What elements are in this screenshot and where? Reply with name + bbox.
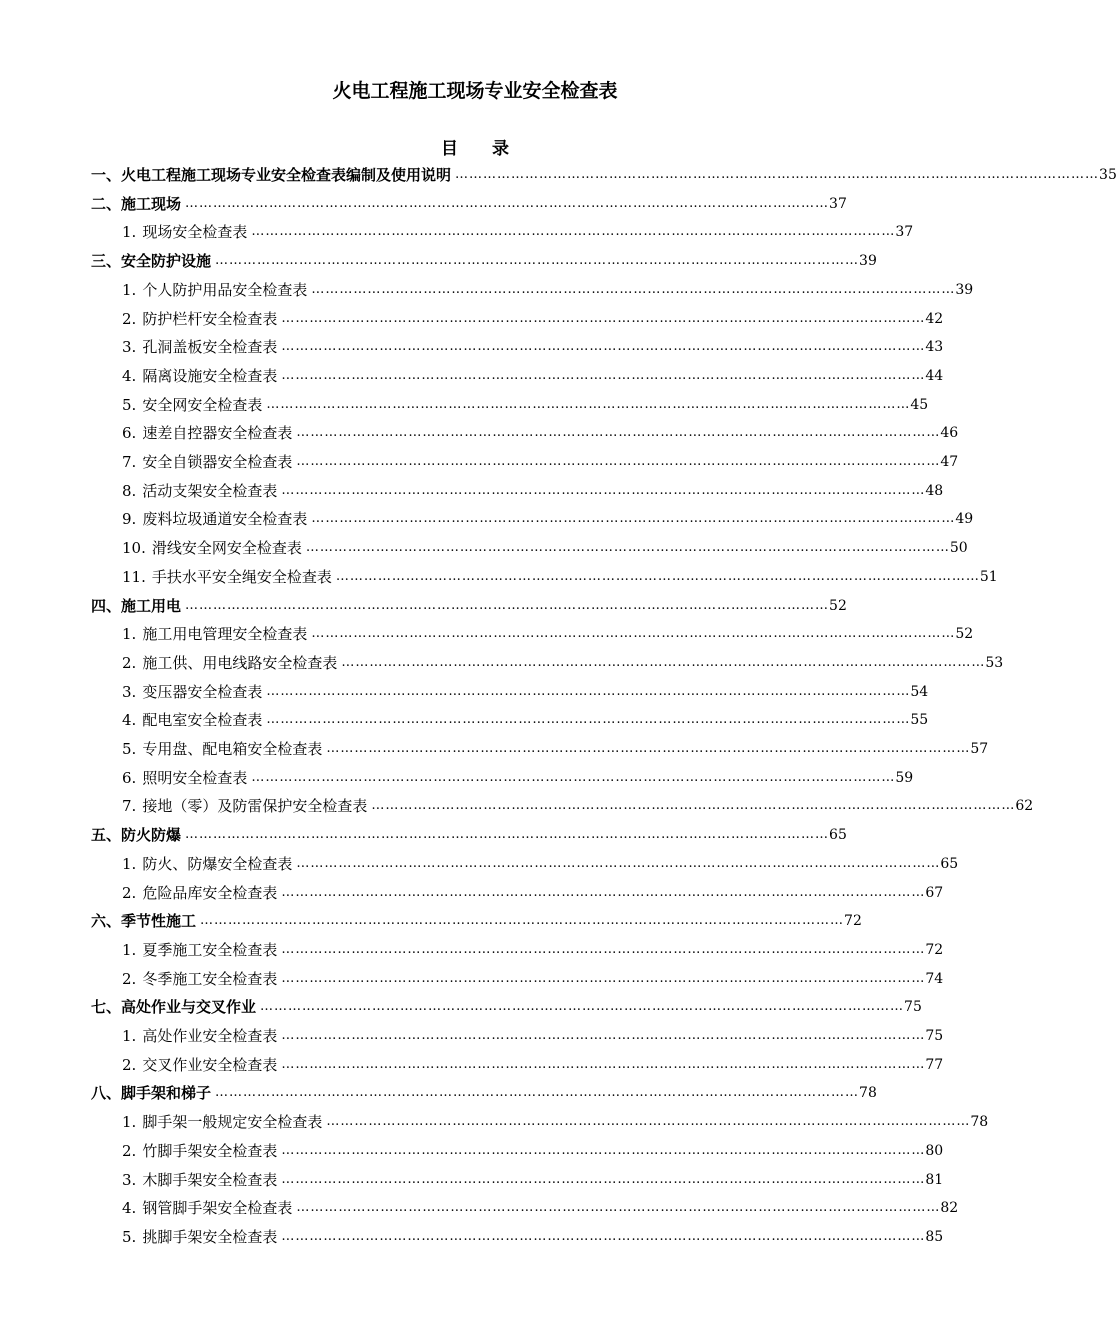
toc-dot-leader: ………………………………………………………………………………………………………………………… — [305, 540, 950, 556]
toc-dot-leader: ………………………………………………………………………………………………………………………… — [266, 396, 911, 412]
toc-entry-page-number: 35 — [1099, 167, 1117, 183]
toc-entry-number: 2. — [122, 309, 137, 328]
toc-dot-leader: ………………………………………………………………………………………………………………………… — [281, 1056, 926, 1072]
toc-entry-page-number: 65 — [829, 827, 847, 844]
toc-entry[interactable] — [122, 678, 929, 706]
toc-entry-number: 八、 — [91, 1084, 122, 1103]
toc-dot-leader: ………………………………………………………………………………………………………………………… — [266, 683, 911, 699]
toc-dot-leader: ………………………………………………………………………………………………………………………… — [266, 712, 911, 728]
toc-entry-page-number: 77 — [925, 1056, 944, 1073]
toc-entry-number: 6. — [122, 768, 137, 787]
toc-entry-page-number: 46 — [940, 425, 959, 442]
toc-entry-label: 施工供、用电线路安全检查表 — [142, 653, 338, 672]
toc-entry-number: 五、 — [91, 826, 122, 845]
toc-entry-number: 4. — [122, 1199, 137, 1218]
toc-entry-page-number: 51 — [979, 568, 998, 585]
toc-entry-label: 火电工程施工现场专业安全检查表编制及使用说明 — [121, 166, 452, 184]
toc-entry-page-number: 67 — [925, 884, 944, 901]
toc-entry[interactable] — [122, 563, 998, 591]
toc-entry[interactable] — [122, 505, 974, 533]
toc-entry-label: 安全防护设施 — [121, 252, 212, 271]
toc-entry[interactable] — [122, 477, 944, 505]
toc-entry-page-number: 47 — [940, 454, 959, 470]
toc-entry-number: 一、 — [91, 166, 122, 184]
toc-entry-page-number: 43 — [925, 339, 944, 356]
toc-entry-number: 1. — [122, 854, 137, 873]
toc-entry[interactable] — [122, 879, 944, 907]
toc-entry[interactable] — [122, 276, 974, 304]
toc-entry-label: 夏季施工安全检查表 — [142, 940, 278, 959]
toc-entry-page-number: 52 — [829, 597, 847, 614]
toc-entry-number: 4. — [122, 711, 137, 730]
toc-dot-leader: ………………………………………………………………………………………………………………………… — [296, 425, 941, 441]
toc-entry[interactable] — [122, 1166, 944, 1194]
toc-entry-label: 脚手架和梯子 — [121, 1084, 212, 1103]
toc-entry-label: 安全网安全检查表 — [142, 395, 263, 414]
toc-entry-label: 危险品库安全检查表 — [142, 883, 278, 902]
toc-entry[interactable] — [122, 1223, 944, 1251]
toc-heading: 目 录 — [441, 139, 509, 159]
toc-dot-leader: ………………………………………………………………………………………………………………………… — [200, 913, 845, 929]
toc-entry-number: 2. — [122, 969, 137, 988]
toc-dot-leader: ………………………………………………………………………………………………………………………… — [326, 741, 971, 756]
toc-entry-page-number: 44 — [925, 367, 944, 384]
toc-entry[interactable] — [122, 706, 929, 734]
toc-entry-label: 孔洞盖板安全检查表 — [142, 338, 278, 357]
toc-entry-page-number: 48 — [925, 482, 944, 499]
toc-entry-label: 隔离设施安全检查表 — [142, 366, 278, 385]
toc-dot-leader: ………………………………………………………………………………………………………………………… — [296, 454, 941, 469]
toc-entry[interactable] — [122, 1137, 944, 1165]
toc-entry-label: 废料垃圾通道安全检查表 — [142, 510, 308, 529]
toc-entry-page-number: 57 — [970, 741, 989, 757]
toc-entry-label: 接地（零）及防雷保护安全检查表 — [142, 797, 368, 816]
toc-dot-leader: ………………………………………………………………………………………………………………………… — [371, 798, 1016, 814]
toc-entry[interactable] — [122, 391, 929, 419]
toc-entry[interactable] — [91, 1079, 877, 1107]
toc-dot-leader: ………………………………………………………………………………………………………………………… — [185, 195, 830, 211]
toc-dot-leader: ………………………………………………………………………………………………………………………… — [215, 1085, 860, 1101]
toc-entry[interactable] — [91, 907, 862, 935]
toc-entry[interactable] — [122, 850, 959, 878]
toc-dot-leader: ………………………………………………………………………………………………………………………… — [281, 1028, 926, 1043]
toc-dot-leader: ………………………………………………………………………………………………………………………… — [335, 568, 980, 584]
toc-entry-label: 施工用电管理安全检查表 — [142, 625, 308, 644]
toc-entry-number: 3. — [122, 682, 137, 701]
toc-entry[interactable] — [91, 161, 1117, 189]
toc-entry-label: 个人防护用品安全检查表 — [142, 280, 308, 299]
toc-entry-number: 3. — [122, 1170, 137, 1189]
toc-entry-label: 防护栏杆安全检查表 — [142, 309, 278, 328]
toc-entry-number: 8. — [122, 481, 137, 500]
toc-entry-page-number: 42 — [925, 310, 944, 327]
toc-entry-label: 冬季施工安全检查表 — [142, 969, 278, 988]
toc-entry-number: 7. — [122, 797, 137, 816]
toc-dot-leader: ………………………………………………………………………………………………………………………… — [185, 827, 830, 843]
toc-entry-page-number: 78 — [970, 1114, 989, 1131]
toc-entry-page-number: 72 — [925, 941, 944, 958]
toc-entry-page-number: 53 — [985, 654, 1004, 671]
toc-entry-number: 2. — [122, 1055, 137, 1074]
toc-dot-leader: ………………………………………………………………………………………………………………………… — [311, 511, 956, 527]
toc-entry-number: 4. — [122, 366, 137, 385]
toc-entry[interactable] — [91, 592, 847, 620]
toc-entry-number: 5. — [122, 395, 137, 414]
toc-entry[interactable] — [122, 1194, 959, 1222]
toc-entry-page-number: 75 — [904, 999, 922, 1016]
toc-entry[interactable] — [122, 1108, 989, 1136]
toc-dot-leader: ………………………………………………………………………………………………………………………… — [296, 855, 941, 871]
toc-entry-page-number: 78 — [859, 1085, 877, 1102]
toc-entry[interactable] — [122, 305, 944, 333]
toc-entry-label: 脚手架一般规定安全检查表 — [142, 1113, 323, 1132]
toc-entry-page-number: 49 — [955, 511, 974, 528]
toc-entry-number: 7. — [122, 453, 137, 471]
toc-entry-number: 三、 — [91, 252, 122, 271]
toc-dot-leader: ………………………………………………………………………………………………………………………… — [311, 281, 956, 297]
toc-entry-label: 木脚手架安全检查表 — [142, 1170, 278, 1189]
toc-entry-number: 1. — [122, 940, 137, 959]
toc-entry-number: 9. — [122, 510, 137, 529]
toc-entry-label: 施工用电 — [121, 596, 182, 615]
toc-dot-leader: ………………………………………………………………………………………………………………………… — [281, 482, 926, 498]
toc-dot-leader: ………………………………………………………………………………………………………………………… — [260, 999, 905, 1015]
toc-entry-number: 10. — [122, 539, 146, 558]
toc-entry-number: 1. — [122, 625, 137, 644]
toc-entry[interactable] — [122, 620, 974, 648]
toc-entry[interactable] — [122, 218, 914, 246]
toc-entry-label: 高处作业安全检查表 — [142, 1027, 278, 1045]
toc-entry-page-number: 81 — [925, 1171, 944, 1188]
toc-dot-leader: ………………………………………………………………………………………………………………………… — [281, 970, 926, 986]
toc-entry-label: 配电室安全检查表 — [142, 711, 263, 730]
toc-entry-number: 2. — [122, 883, 137, 902]
toc-entry[interactable] — [122, 792, 1034, 820]
toc-entry[interactable] — [122, 965, 944, 993]
toc-entry-number: 1. — [122, 280, 137, 299]
toc-entry-number: 1. — [122, 223, 137, 242]
toc-entry-number: 2. — [122, 1141, 137, 1160]
toc-entry-number: 11. — [122, 567, 146, 586]
toc-entry-page-number: 82 — [940, 1200, 959, 1217]
toc-entry-label: 活动支架安全检查表 — [142, 481, 278, 500]
toc-entry-number: 六、 — [91, 912, 122, 931]
toc-dot-leader: ………………………………………………………………………………………………………………………… — [326, 1114, 971, 1130]
toc-entry-label: 交叉作业安全检查表 — [142, 1055, 278, 1074]
toc-dot-leader: ………………………………………………………………………………………………………………………… — [281, 941, 926, 957]
toc-entry-label: 高处作业与交叉作业 — [121, 998, 257, 1017]
toc-entry-number: 5. — [122, 1227, 137, 1246]
toc-entry-label: 施工现场 — [121, 194, 182, 213]
toc-dot-leader: ………………………………………………………………………………………………………………………… — [281, 1228, 926, 1244]
toc-entry-label: 防火防爆 — [121, 826, 182, 845]
toc-entry[interactable] — [91, 993, 922, 1021]
toc-dot-leader: ………………………………………………………………………………………………………………………… — [311, 626, 956, 642]
toc-entry[interactable] — [122, 649, 1004, 677]
toc-entry[interactable] — [91, 821, 847, 849]
toc-entry-page-number: 39 — [955, 281, 974, 298]
toc-entry[interactable] — [122, 936, 944, 964]
toc-entry-number: 2. — [122, 653, 137, 672]
toc-entry-label: 现场安全检查表 — [142, 223, 248, 242]
toc-entry[interactable] — [122, 419, 959, 447]
toc-entry-label: 防火、防爆安全检查表 — [142, 854, 293, 873]
toc-entry-page-number: 50 — [949, 540, 968, 557]
toc-entry-number: 6. — [122, 424, 137, 443]
toc-entry[interactable] — [122, 1051, 944, 1079]
toc-dot-leader: ………………………………………………………………………………………………………………………… — [281, 1142, 926, 1158]
toc-entry[interactable] — [122, 735, 989, 763]
toc-entry-page-number: 72 — [844, 913, 862, 930]
toc-entry-number: 四、 — [91, 596, 122, 615]
toc-dot-leader: ………………………………………………………………………………………………………………………… — [281, 310, 926, 326]
toc-entry-label: 季节性施工 — [121, 912, 197, 931]
document-title: 火电工程施工现场专业安全检查表 — [332, 80, 618, 102]
toc-entry-label: 速差自控器安全检查表 — [142, 424, 293, 443]
toc-entry-page-number: 52 — [955, 626, 974, 643]
toc-entry[interactable] — [122, 534, 968, 562]
toc-entry-page-number: 74 — [925, 970, 944, 987]
toc-entry-page-number: 85 — [925, 1228, 944, 1245]
toc-entry-number: 1. — [122, 1113, 137, 1132]
toc-entry-label: 滑线安全网安全检查表 — [151, 539, 302, 558]
toc-entry-page-number: 80 — [925, 1142, 944, 1159]
toc-entry-label: 竹脚手架安全检查表 — [142, 1141, 278, 1160]
toc-entry-page-number: 62 — [1015, 798, 1034, 815]
toc-dot-leader: ………………………………………………………………………………………………………………………… — [281, 339, 926, 355]
toc-entry-number: 二、 — [91, 194, 122, 213]
toc-entry[interactable] — [122, 333, 944, 361]
toc-entry-page-number: 39 — [859, 253, 877, 270]
toc-entry-label: 专用盘、配电箱安全检查表 — [142, 740, 323, 758]
toc-dot-leader: ………………………………………………………………………………………………………………………… — [341, 654, 986, 670]
toc-entry-number: 1. — [122, 1027, 137, 1045]
toc-dot-leader: ………………………………………………………………………………………………………………………… — [281, 884, 926, 900]
toc-entry-label: 挑脚手架安全检查表 — [142, 1227, 278, 1246]
toc-entry-label: 手扶水平安全绳安全检查表 — [151, 567, 332, 586]
toc-entry[interactable] — [122, 448, 959, 476]
toc-dot-leader: ………………………………………………………………………………………………………………………… — [185, 597, 830, 613]
toc-entry[interactable] — [122, 764, 914, 792]
toc-dot-leader: ………………………………………………………………………………………………………………………… — [215, 253, 860, 269]
toc-dot-leader: ………………………………………………………………………………………………………………………… — [251, 224, 896, 240]
toc-entry-page-number: 59 — [895, 769, 914, 786]
toc-entry-page-number: 55 — [910, 712, 929, 729]
toc-entry-label: 钢管脚手架安全检查表 — [142, 1199, 293, 1218]
toc-entry-page-number: 54 — [910, 683, 929, 700]
toc-entry-label: 安全自锁器安全检查表 — [142, 453, 293, 471]
toc-entry[interactable] — [91, 190, 847, 218]
toc-entry-number: 5. — [122, 740, 137, 758]
toc-entry-page-number: 37 — [829, 195, 847, 212]
toc-entry-page-number: 37 — [895, 224, 914, 241]
toc-entry[interactable] — [122, 1022, 944, 1050]
toc-entry-label: 照明安全检查表 — [142, 768, 248, 787]
toc-entry-label: 变压器安全检查表 — [142, 682, 263, 701]
toc-entry[interactable] — [91, 247, 877, 275]
toc-entry-page-number: 65 — [940, 855, 959, 872]
toc-dot-leader: ………………………………………………………………………………………………………………………… — [281, 367, 926, 383]
toc-dot-leader: ………………………………………………………………………………………………………………………… — [455, 167, 1100, 182]
toc-entry-number: 七、 — [91, 998, 122, 1017]
toc-entry[interactable] — [122, 362, 944, 390]
toc-entry-page-number: 75 — [925, 1028, 944, 1044]
toc-dot-leader: ………………………………………………………………………………………………………………………… — [296, 1200, 941, 1216]
toc-entry-page-number: 45 — [910, 396, 929, 413]
toc-dot-leader: ………………………………………………………………………………………………………………………… — [251, 769, 896, 785]
toc-entry-number: 3. — [122, 338, 137, 357]
toc-dot-leader: ………………………………………………………………………………………………………………………… — [281, 1171, 926, 1187]
